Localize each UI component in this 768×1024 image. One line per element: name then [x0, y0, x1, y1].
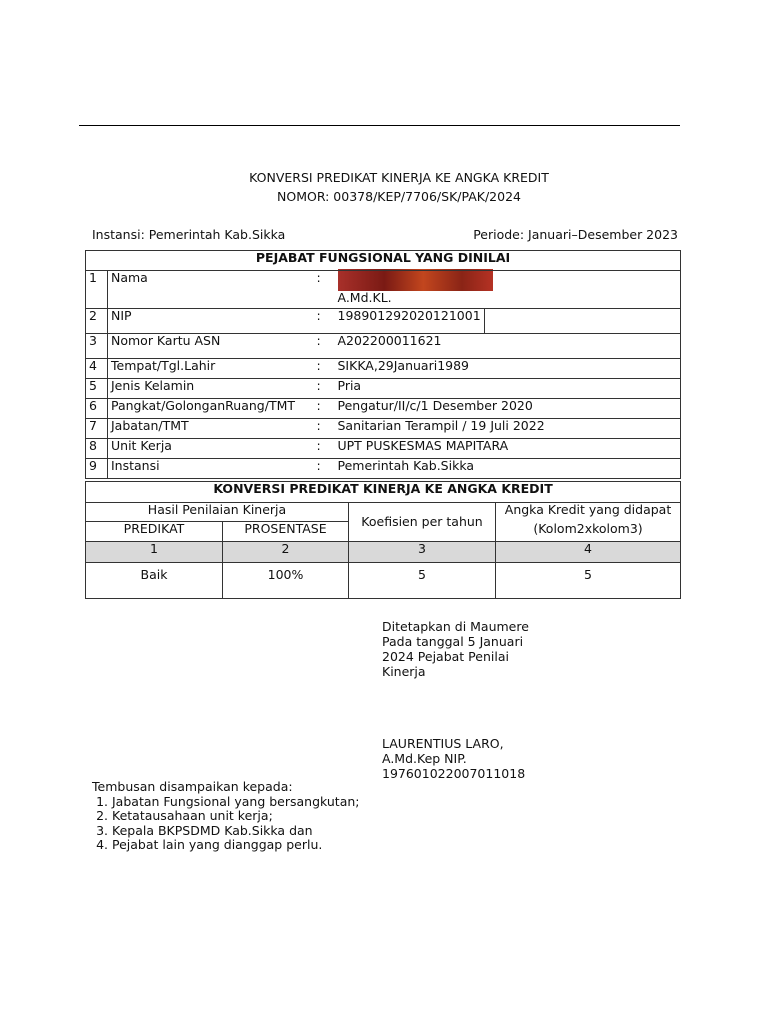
predikat-value: Baik — [86, 563, 223, 599]
list-item: 1. Jabatan Fungsional yang bersangkutan; — [112, 795, 360, 810]
instansi-label: Instansi: Pemerintah Kab.Sikka — [92, 227, 286, 242]
row-number: 9 — [86, 459, 108, 479]
date-line: Pada tanggal 5 Januari 2024 Pejabat Penilai Kinerja — [382, 634, 524, 679]
row-value: Pemerintah Kab.Sikka — [335, 459, 681, 479]
row-label: Jenis Kelamin — [108, 379, 314, 399]
row-colon: : — [314, 419, 335, 439]
row-value: Pengatur/II/c/1 Desember 2020 — [335, 399, 681, 419]
signer-title: A.Md.Kep NIP. — [382, 751, 467, 766]
document-title: KONVERSI PREDIKAT KINERJA KE ANGKA KREDIT — [249, 170, 549, 185]
identity-row — [86, 439, 681, 459]
row-label: Nomor Kartu ASN — [108, 334, 314, 359]
conversion-table — [85, 481, 681, 599]
redacted-name-image — [338, 269, 493, 291]
document-number: NOMOR: 00378/KEP/7706/SK/PAK/2024 — [277, 189, 521, 204]
hasil-header: Hasil Penilaian Kinerja — [86, 503, 349, 522]
tembusan-heading: Tembusan disampaikan kepada: — [92, 779, 293, 794]
column-number: 1 — [86, 542, 223, 563]
name-suffix: A.Md.KL. — [337, 290, 392, 305]
row-value: A202200011621 — [335, 334, 681, 359]
row-number: 6 — [86, 399, 108, 419]
identity-row — [86, 359, 681, 379]
row-value-name — [335, 271, 681, 309]
koefisien-value: 5 — [349, 563, 496, 599]
predikat-header: PREDIKAT — [86, 522, 223, 542]
list-item: 4. Pejabat lain yang dianggap perlu. — [112, 838, 360, 853]
column-number: 4 — [496, 542, 681, 563]
periode-label: Periode: Januari–Desember 2023 — [473, 227, 678, 242]
column-number-row — [86, 542, 681, 563]
signer-nip: 197601022007011018 — [382, 766, 526, 781]
top-rule — [79, 125, 680, 126]
identity-row — [86, 309, 681, 334]
row-colon: : — [314, 359, 335, 379]
row-label: Unit Kerja — [108, 439, 314, 459]
row-colon: : — [314, 309, 335, 334]
row-number: 4 — [86, 359, 108, 379]
row-colon: : — [314, 271, 335, 309]
assessment-table — [85, 250, 681, 479]
signer-name: LAURENTIUS LARO, — [382, 736, 504, 751]
identity-row — [86, 271, 681, 309]
angka-header: Angka Kredit yang didapat — [496, 503, 681, 522]
section1-title: PEJABAT FUNGSIONAL YANG DINILAI — [86, 251, 681, 271]
list-item: 3. Kepala BKPSDMD Kab.Sikka dan — [112, 824, 360, 839]
row-label: Instansi — [108, 459, 314, 479]
row-colon: : — [314, 399, 335, 419]
row-number: 1 — [86, 271, 108, 309]
row-label: Jabatan/TMT — [108, 419, 314, 439]
place-line: Ditetapkan di Maumere — [382, 619, 529, 634]
row-number: 3 — [86, 334, 108, 359]
identity-row — [86, 379, 681, 399]
row-value: 198901292020121001 — [335, 309, 485, 334]
row-value: Sanitarian Terampil / 19 Juli 2022 — [335, 419, 681, 439]
prosentase-value: 100% — [223, 563, 349, 599]
row-colon: : — [314, 334, 335, 359]
identity-row — [86, 334, 681, 359]
section1-header-row — [86, 251, 681, 271]
signer-block — [382, 736, 525, 781]
row-label: Pangkat/GolonganRuang/TMT — [108, 399, 314, 419]
row-label: NIP — [108, 309, 314, 334]
row-number: 8 — [86, 439, 108, 459]
row-colon: : — [314, 459, 335, 479]
identity-row — [86, 419, 681, 439]
row-spacer — [485, 309, 681, 334]
row-value: UPT PUSKESMAS MAPITARA — [335, 439, 681, 459]
row-number: 5 — [86, 379, 108, 399]
column-header-row — [86, 503, 681, 522]
angka-kredit-value: 5 — [496, 563, 681, 599]
koefisien-header: Koefisien per tahun — [349, 503, 496, 542]
row-label: Nama — [108, 271, 314, 309]
kolom-note: (Kolom2xkolom3) — [496, 522, 681, 542]
row-label: Tempat/Tgl.Lahir — [108, 359, 314, 379]
section2-header-row — [86, 482, 681, 503]
data-row — [86, 563, 681, 599]
signature-block — [382, 619, 552, 679]
row-colon: : — [314, 379, 335, 399]
row-value: SIKKA,29Januari1989 — [335, 359, 681, 379]
identity-row — [86, 459, 681, 479]
row-value: Pria — [335, 379, 681, 399]
row-number: 7 — [86, 419, 108, 439]
column-number: 2 — [223, 542, 349, 563]
column-number: 3 — [349, 542, 496, 563]
list-item: 2. Ketatausahaan unit kerja; — [112, 809, 360, 824]
prosentase-header: PROSENTASE — [223, 522, 349, 542]
tembusan-list — [92, 795, 360, 853]
row-colon: : — [314, 439, 335, 459]
identity-row — [86, 399, 681, 419]
section2-title: KONVERSI PREDIKAT KINERJA KE ANGKA KREDIT — [86, 482, 681, 503]
tembusan-block — [92, 780, 360, 853]
row-number: 2 — [86, 309, 108, 334]
